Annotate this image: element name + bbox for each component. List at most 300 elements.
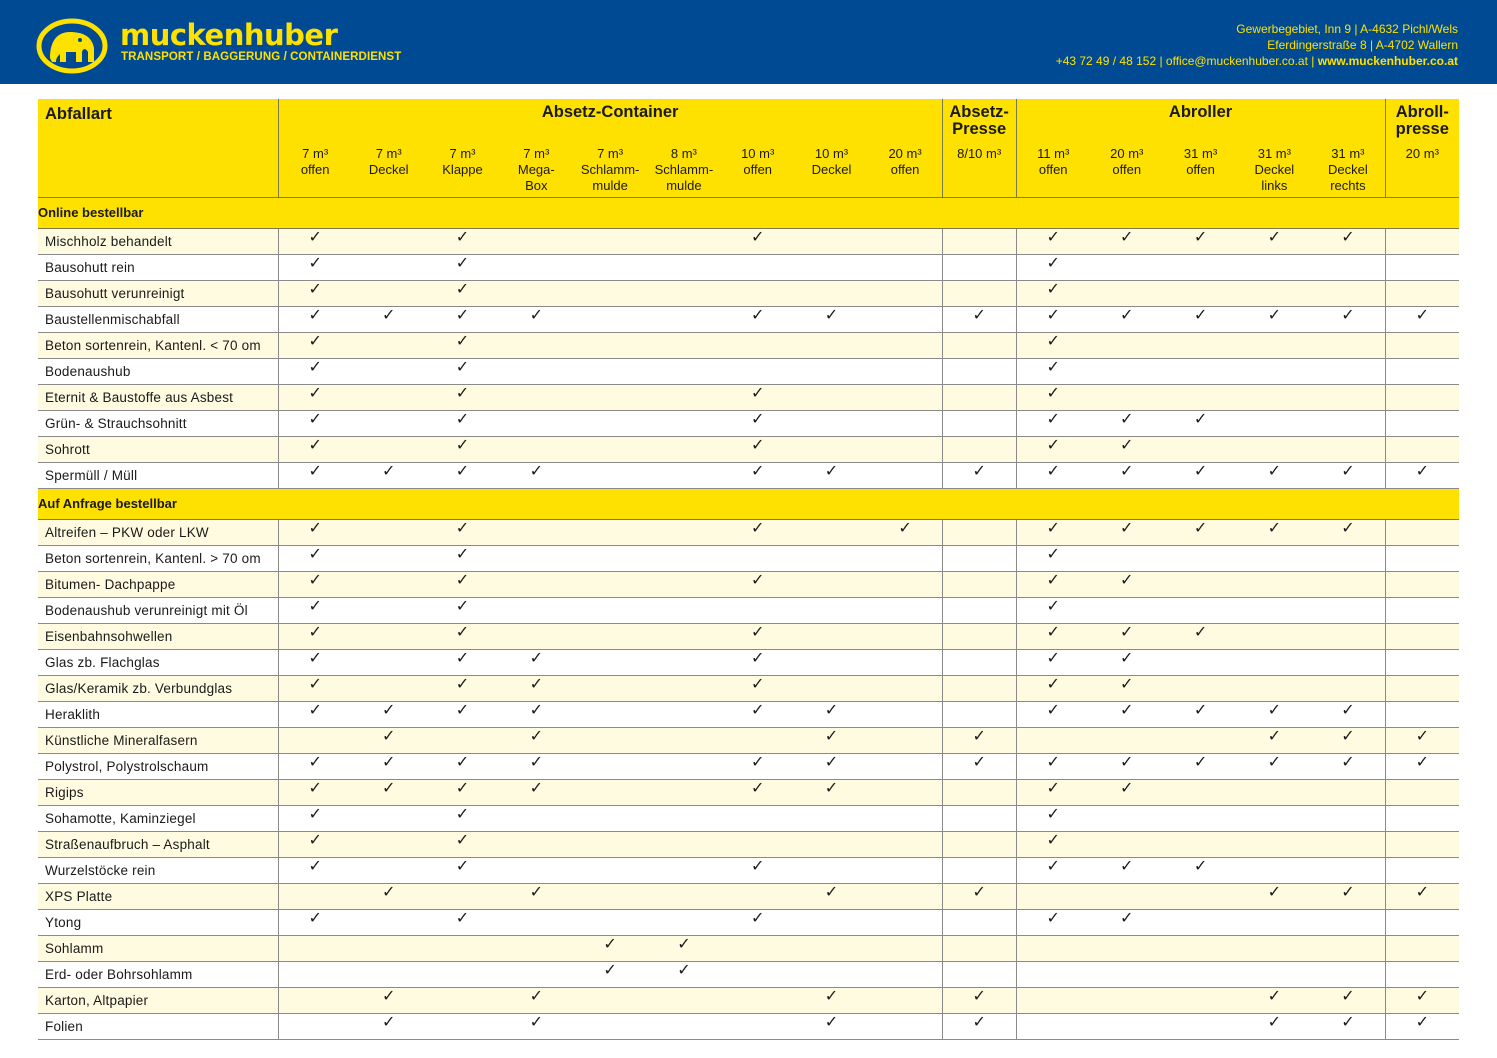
availability-cell (1016, 779, 1090, 805)
availability-cell (1164, 384, 1238, 410)
availability-cell (1385, 857, 1459, 883)
availability-cell (1237, 701, 1311, 727)
availability-cell (1016, 597, 1090, 623)
checkmark-icon: ✓ (308, 385, 322, 402)
availability-cell (352, 384, 426, 410)
column-header: 31 m³ Deckel rechts (1311, 143, 1385, 197)
availability-cell (721, 857, 795, 883)
waste-type-name: Ytong (38, 909, 278, 935)
availability-cell (1311, 701, 1385, 727)
checkmark-icon: ✓ (1120, 780, 1134, 797)
availability-cell (426, 831, 500, 857)
checkmark-icon: ✓ (1046, 333, 1060, 350)
availability-cell (426, 753, 500, 779)
availability-cell (352, 228, 426, 254)
checkmark-icon: ✓ (455, 333, 470, 350)
availability-cell (721, 675, 795, 701)
availability-cell (1385, 462, 1459, 488)
waste-container-table (38, 99, 1459, 1040)
phone-email: +43 72 49 / 48 152 | office@muckenhuber.co.at | (1055, 54, 1318, 68)
abfallart-header: Abfallart (38, 99, 278, 197)
availability-cell (1016, 571, 1090, 597)
availability-cell (1016, 358, 1090, 384)
availability-cell (1164, 961, 1238, 987)
availability-cell (352, 597, 426, 623)
checkmark-icon: ✓ (1120, 307, 1134, 324)
availability-cell (942, 753, 1016, 779)
checkmark-icon: ✓ (308, 359, 322, 376)
checkmark-icon: ✓ (750, 858, 765, 875)
availability-cell (426, 228, 500, 254)
checkmark-icon: ✓ (455, 229, 470, 246)
checkmark-icon: ✓ (1193, 858, 1208, 875)
availability-cell (1385, 228, 1459, 254)
checkmark-icon: ✓ (1193, 307, 1208, 324)
availability-cell (278, 254, 352, 280)
availability-cell (426, 1013, 500, 1039)
column-header: 20 m³ offen (868, 143, 942, 197)
availability-cell (1237, 961, 1311, 987)
availability-cell (1164, 306, 1238, 332)
column-header: 7 m³ offen (278, 143, 352, 197)
checkmark-icon: ✓ (898, 520, 912, 537)
phone-email-line (1056, 53, 1458, 69)
availability-cell (1164, 436, 1238, 462)
availability-cell (868, 987, 942, 1013)
table-row (38, 727, 1459, 753)
availability-cell (1164, 649, 1238, 675)
availability-cell (868, 254, 942, 280)
availability-cell (795, 779, 869, 805)
availability-cell (499, 831, 573, 857)
availability-cell (352, 753, 426, 779)
checkmark-icon: ✓ (750, 572, 765, 589)
checkmark-icon: ✓ (1267, 754, 1282, 771)
checkmark-icon: ✓ (1046, 650, 1060, 667)
checkmark-icon: ✓ (1267, 463, 1282, 480)
availability-cell (1164, 228, 1238, 254)
availability-cell (721, 1013, 795, 1039)
availability-cell (573, 727, 647, 753)
availability-cell (1090, 254, 1164, 280)
availability-cell (942, 857, 1016, 883)
availability-cell (868, 779, 942, 805)
availability-cell (573, 306, 647, 332)
availability-cell (1164, 701, 1238, 727)
availability-cell (721, 254, 795, 280)
availability-cell (1016, 623, 1090, 649)
availability-cell (721, 332, 795, 358)
availability-cell (1090, 358, 1164, 384)
availability-cell (278, 779, 352, 805)
table-row (38, 779, 1459, 805)
waste-type-name: Altreifen – PKW oder LKW (38, 519, 278, 545)
availability-cell (1016, 384, 1090, 410)
checkmark-icon: ✓ (382, 702, 396, 719)
checkmark-icon: ✓ (1046, 806, 1060, 823)
table-row (38, 857, 1459, 883)
checkmark-icon: ✓ (1120, 229, 1134, 246)
availability-cell (868, 883, 942, 909)
checkmark-icon: ✓ (1341, 754, 1355, 771)
availability-cell (352, 358, 426, 384)
availability-cell (1016, 701, 1090, 727)
group-header: Abroller (1016, 99, 1385, 143)
availability-cell (278, 280, 352, 306)
availability-cell (573, 753, 647, 779)
availability-cell (795, 384, 869, 410)
checkmark-icon: ✓ (824, 463, 839, 480)
availability-cell (868, 280, 942, 306)
availability-cell (1016, 254, 1090, 280)
availability-cell (1164, 987, 1238, 1013)
availability-cell (1016, 961, 1090, 987)
availability-cell (1311, 545, 1385, 571)
column-header: 7 m³ Mega- Box (499, 143, 573, 197)
checkmark-icon: ✓ (677, 936, 691, 953)
availability-cell (647, 857, 721, 883)
checkmark-icon: ✓ (1415, 463, 1429, 480)
checkmark-icon: ✓ (382, 1014, 396, 1031)
table-row (38, 805, 1459, 831)
availability-cell (1237, 935, 1311, 961)
availability-cell (278, 701, 352, 727)
availability-cell (795, 306, 869, 332)
availability-cell (795, 571, 869, 597)
availability-cell (278, 436, 352, 462)
availability-cell (1385, 961, 1459, 987)
availability-cell (499, 649, 573, 675)
availability-cell (1016, 545, 1090, 571)
waste-type-name: Bodenaushub (38, 358, 278, 384)
availability-cell (1237, 519, 1311, 545)
availability-cell (795, 462, 869, 488)
availability-cell (1164, 883, 1238, 909)
availability-cell (278, 649, 352, 675)
availability-cell (1311, 228, 1385, 254)
availability-cell (795, 831, 869, 857)
availability-cell (352, 831, 426, 857)
availability-cell (278, 1013, 352, 1039)
availability-cell (499, 701, 573, 727)
availability-cell (278, 228, 352, 254)
availability-cell (1237, 727, 1311, 753)
checkmark-icon: ✓ (1046, 832, 1060, 849)
availability-cell (573, 857, 647, 883)
checkmark-icon: ✓ (972, 463, 986, 480)
availability-cell (721, 228, 795, 254)
group-header: Absetz- Presse (942, 99, 1016, 143)
availability-cell (426, 358, 500, 384)
checkmark-icon: ✓ (1193, 520, 1208, 537)
availability-cell (795, 545, 869, 571)
availability-cell (1237, 358, 1311, 384)
availability-cell (647, 462, 721, 488)
availability-cell (1237, 280, 1311, 306)
checkmark-icon: ✓ (455, 910, 470, 927)
availability-cell (721, 805, 795, 831)
checkmark-icon: ✓ (750, 463, 765, 480)
availability-cell (573, 228, 647, 254)
address-line-2: Eferdingerstraße 8 | A-4702 Wallern (1267, 38, 1458, 52)
availability-cell (352, 1013, 426, 1039)
availability-cell (278, 675, 352, 701)
availability-cell (1311, 1013, 1385, 1039)
availability-cell (1090, 571, 1164, 597)
checkmark-icon: ✓ (824, 728, 839, 745)
availability-cell (352, 436, 426, 462)
availability-cell (1385, 410, 1459, 436)
availability-cell (868, 306, 942, 332)
availability-cell (1090, 306, 1164, 332)
availability-cell (1385, 384, 1459, 410)
availability-cell (647, 254, 721, 280)
group-header: Absetz-Container (278, 99, 942, 143)
availability-cell (573, 701, 647, 727)
checkmark-icon: ✓ (750, 437, 765, 454)
availability-cell (1090, 857, 1164, 883)
checkmark-icon: ✓ (455, 780, 470, 797)
availability-cell (1090, 727, 1164, 753)
availability-cell (499, 805, 573, 831)
availability-cell (795, 410, 869, 436)
checkmark-icon: ✓ (1120, 572, 1134, 589)
checkmark-icon: ✓ (1046, 463, 1060, 480)
availability-cell (942, 332, 1016, 358)
availability-cell (942, 519, 1016, 545)
checkmark-icon: ✓ (308, 333, 322, 350)
availability-cell (647, 519, 721, 545)
availability-cell (573, 779, 647, 805)
availability-cell (1164, 545, 1238, 571)
availability-cell (1090, 228, 1164, 254)
availability-cell (647, 623, 721, 649)
checkmark-icon: ✓ (1120, 754, 1134, 771)
column-header: 31 m³ Deckel links (1237, 143, 1311, 197)
table-row (38, 909, 1459, 935)
availability-cell (1237, 571, 1311, 597)
availability-cell (1090, 332, 1164, 358)
availability-cell (1237, 228, 1311, 254)
availability-cell (1311, 410, 1385, 436)
availability-cell (573, 545, 647, 571)
availability-cell (573, 649, 647, 675)
availability-cell (868, 857, 942, 883)
checkmark-icon: ✓ (750, 229, 765, 246)
availability-cell (499, 545, 573, 571)
availability-cell (1385, 675, 1459, 701)
waste-type-name: Beton sortenrein, Kantenl. < 70 om (38, 332, 278, 358)
availability-cell (426, 462, 500, 488)
checkmark-icon: ✓ (382, 307, 396, 324)
availability-cell (1090, 436, 1164, 462)
checkmark-icon: ✓ (1120, 437, 1134, 454)
availability-cell (1164, 358, 1238, 384)
availability-cell (573, 1013, 647, 1039)
availability-cell (499, 228, 573, 254)
checkmark-icon: ✓ (972, 988, 986, 1005)
availability-cell (1090, 987, 1164, 1013)
availability-cell (942, 254, 1016, 280)
table-row (38, 332, 1459, 358)
availability-cell (1237, 675, 1311, 701)
availability-cell (868, 1013, 942, 1039)
waste-type-name: Spermüll / Müll (38, 462, 278, 488)
availability-cell (352, 410, 426, 436)
availability-cell (499, 384, 573, 410)
column-header: 8 m³ Schlamm- mulde (647, 143, 721, 197)
availability-cell (1164, 462, 1238, 488)
availability-cell (278, 597, 352, 623)
checkmark-icon: ✓ (1046, 281, 1060, 298)
availability-cell (352, 462, 426, 488)
checkmark-icon: ✓ (529, 780, 543, 797)
waste-type-name: Bausohutt rein (38, 254, 278, 280)
checkmark-icon: ✓ (455, 520, 470, 537)
availability-cell (1311, 597, 1385, 623)
availability-cell (1164, 753, 1238, 779)
checkmark-icon: ✓ (1046, 858, 1060, 875)
availability-cell (1237, 805, 1311, 831)
checkmark-icon: ✓ (750, 650, 765, 667)
checkmark-icon: ✓ (1046, 546, 1060, 563)
availability-cell (721, 935, 795, 961)
availability-cell (1237, 306, 1311, 332)
availability-cell (1090, 462, 1164, 488)
availability-cell (647, 410, 721, 436)
checkmark-icon: ✓ (455, 572, 470, 589)
section-header-row (38, 197, 1459, 228)
availability-cell (1311, 571, 1385, 597)
checkmark-icon: ✓ (1120, 624, 1134, 641)
availability-cell (721, 410, 795, 436)
availability-cell (278, 805, 352, 831)
availability-cell (426, 306, 500, 332)
checkmark-icon: ✓ (824, 780, 839, 797)
table-row (38, 675, 1459, 701)
table-row (38, 571, 1459, 597)
table-row (38, 254, 1459, 280)
availability-cell (1237, 623, 1311, 649)
availability-cell (1237, 857, 1311, 883)
column-header: 7 m³ Klappe (426, 143, 500, 197)
availability-cell (352, 935, 426, 961)
availability-cell (573, 831, 647, 857)
checkmark-icon: ✓ (455, 858, 470, 875)
availability-cell (647, 675, 721, 701)
checkmark-icon: ✓ (455, 598, 470, 615)
checkmark-icon: ✓ (455, 650, 470, 667)
availability-cell (942, 831, 1016, 857)
availability-cell (1016, 909, 1090, 935)
table-row (38, 358, 1459, 384)
availability-cell (1311, 306, 1385, 332)
availability-cell (1311, 805, 1385, 831)
checkmark-icon: ✓ (824, 1014, 839, 1031)
availability-cell (1090, 1013, 1164, 1039)
column-header: 20 m³ (1385, 143, 1459, 197)
availability-cell (499, 254, 573, 280)
checkmark-icon: ✓ (1046, 676, 1060, 693)
checkmark-icon: ✓ (382, 754, 396, 771)
availability-cell (1237, 332, 1311, 358)
availability-cell (868, 519, 942, 545)
availability-cell (942, 1013, 1016, 1039)
availability-cell (1311, 254, 1385, 280)
checkmark-icon: ✓ (750, 780, 765, 797)
waste-type-name: Mischholz behandelt (38, 228, 278, 254)
availability-cell (352, 545, 426, 571)
availability-cell (1237, 410, 1311, 436)
availability-cell (868, 332, 942, 358)
availability-cell (1311, 779, 1385, 805)
availability-cell (499, 410, 573, 436)
column-header: 20 m³ offen (1090, 143, 1164, 197)
availability-cell (942, 779, 1016, 805)
availability-cell (1311, 332, 1385, 358)
availability-cell (721, 883, 795, 909)
section-title: Online bestellbar (38, 197, 1459, 228)
checkmark-icon: ✓ (529, 1014, 543, 1031)
availability-cell (1311, 280, 1385, 306)
availability-cell (1090, 779, 1164, 805)
checkmark-icon: ✓ (824, 702, 839, 719)
availability-cell (942, 623, 1016, 649)
checkmark-icon: ✓ (750, 702, 765, 719)
availability-cell (868, 436, 942, 462)
availability-cell (942, 987, 1016, 1013)
availability-cell (499, 597, 573, 623)
checkmark-icon: ✓ (972, 884, 986, 901)
availability-cell (278, 571, 352, 597)
availability-cell (352, 805, 426, 831)
availability-cell (573, 961, 647, 987)
availability-cell (942, 228, 1016, 254)
availability-cell (1311, 935, 1385, 961)
elephant-logo-icon (36, 18, 108, 74)
checkmark-icon: ✓ (1415, 307, 1429, 324)
checkmark-icon: ✓ (972, 754, 986, 771)
availability-cell (573, 675, 647, 701)
availability-cell (1237, 753, 1311, 779)
waste-type-name: Künstliche Mineralfasern (38, 727, 278, 753)
waste-type-name: Polystrol, Polystrolschaum (38, 753, 278, 779)
waste-type-name: Folien (38, 1013, 278, 1039)
checkmark-icon: ✓ (382, 780, 396, 797)
availability-cell (1090, 883, 1164, 909)
availability-cell (942, 883, 1016, 909)
availability-cell (1385, 597, 1459, 623)
checkmark-icon: ✓ (824, 884, 839, 901)
availability-cell (868, 701, 942, 727)
availability-cell (647, 961, 721, 987)
availability-cell (426, 410, 500, 436)
availability-cell (499, 1013, 573, 1039)
checkmark-icon: ✓ (382, 884, 396, 901)
availability-cell (942, 436, 1016, 462)
group-header: Abroll- presse (1385, 99, 1459, 143)
table-row (38, 306, 1459, 332)
availability-cell (499, 280, 573, 306)
website-link[interactable]: www.muckenhuber.co.at (1317, 54, 1458, 68)
availability-cell (1311, 519, 1385, 545)
checkmark-icon: ✓ (750, 676, 765, 693)
availability-cell (499, 332, 573, 358)
checkmark-icon: ✓ (1120, 650, 1134, 667)
availability-cell (1090, 280, 1164, 306)
availability-cell (795, 597, 869, 623)
section-header-row (38, 488, 1459, 519)
